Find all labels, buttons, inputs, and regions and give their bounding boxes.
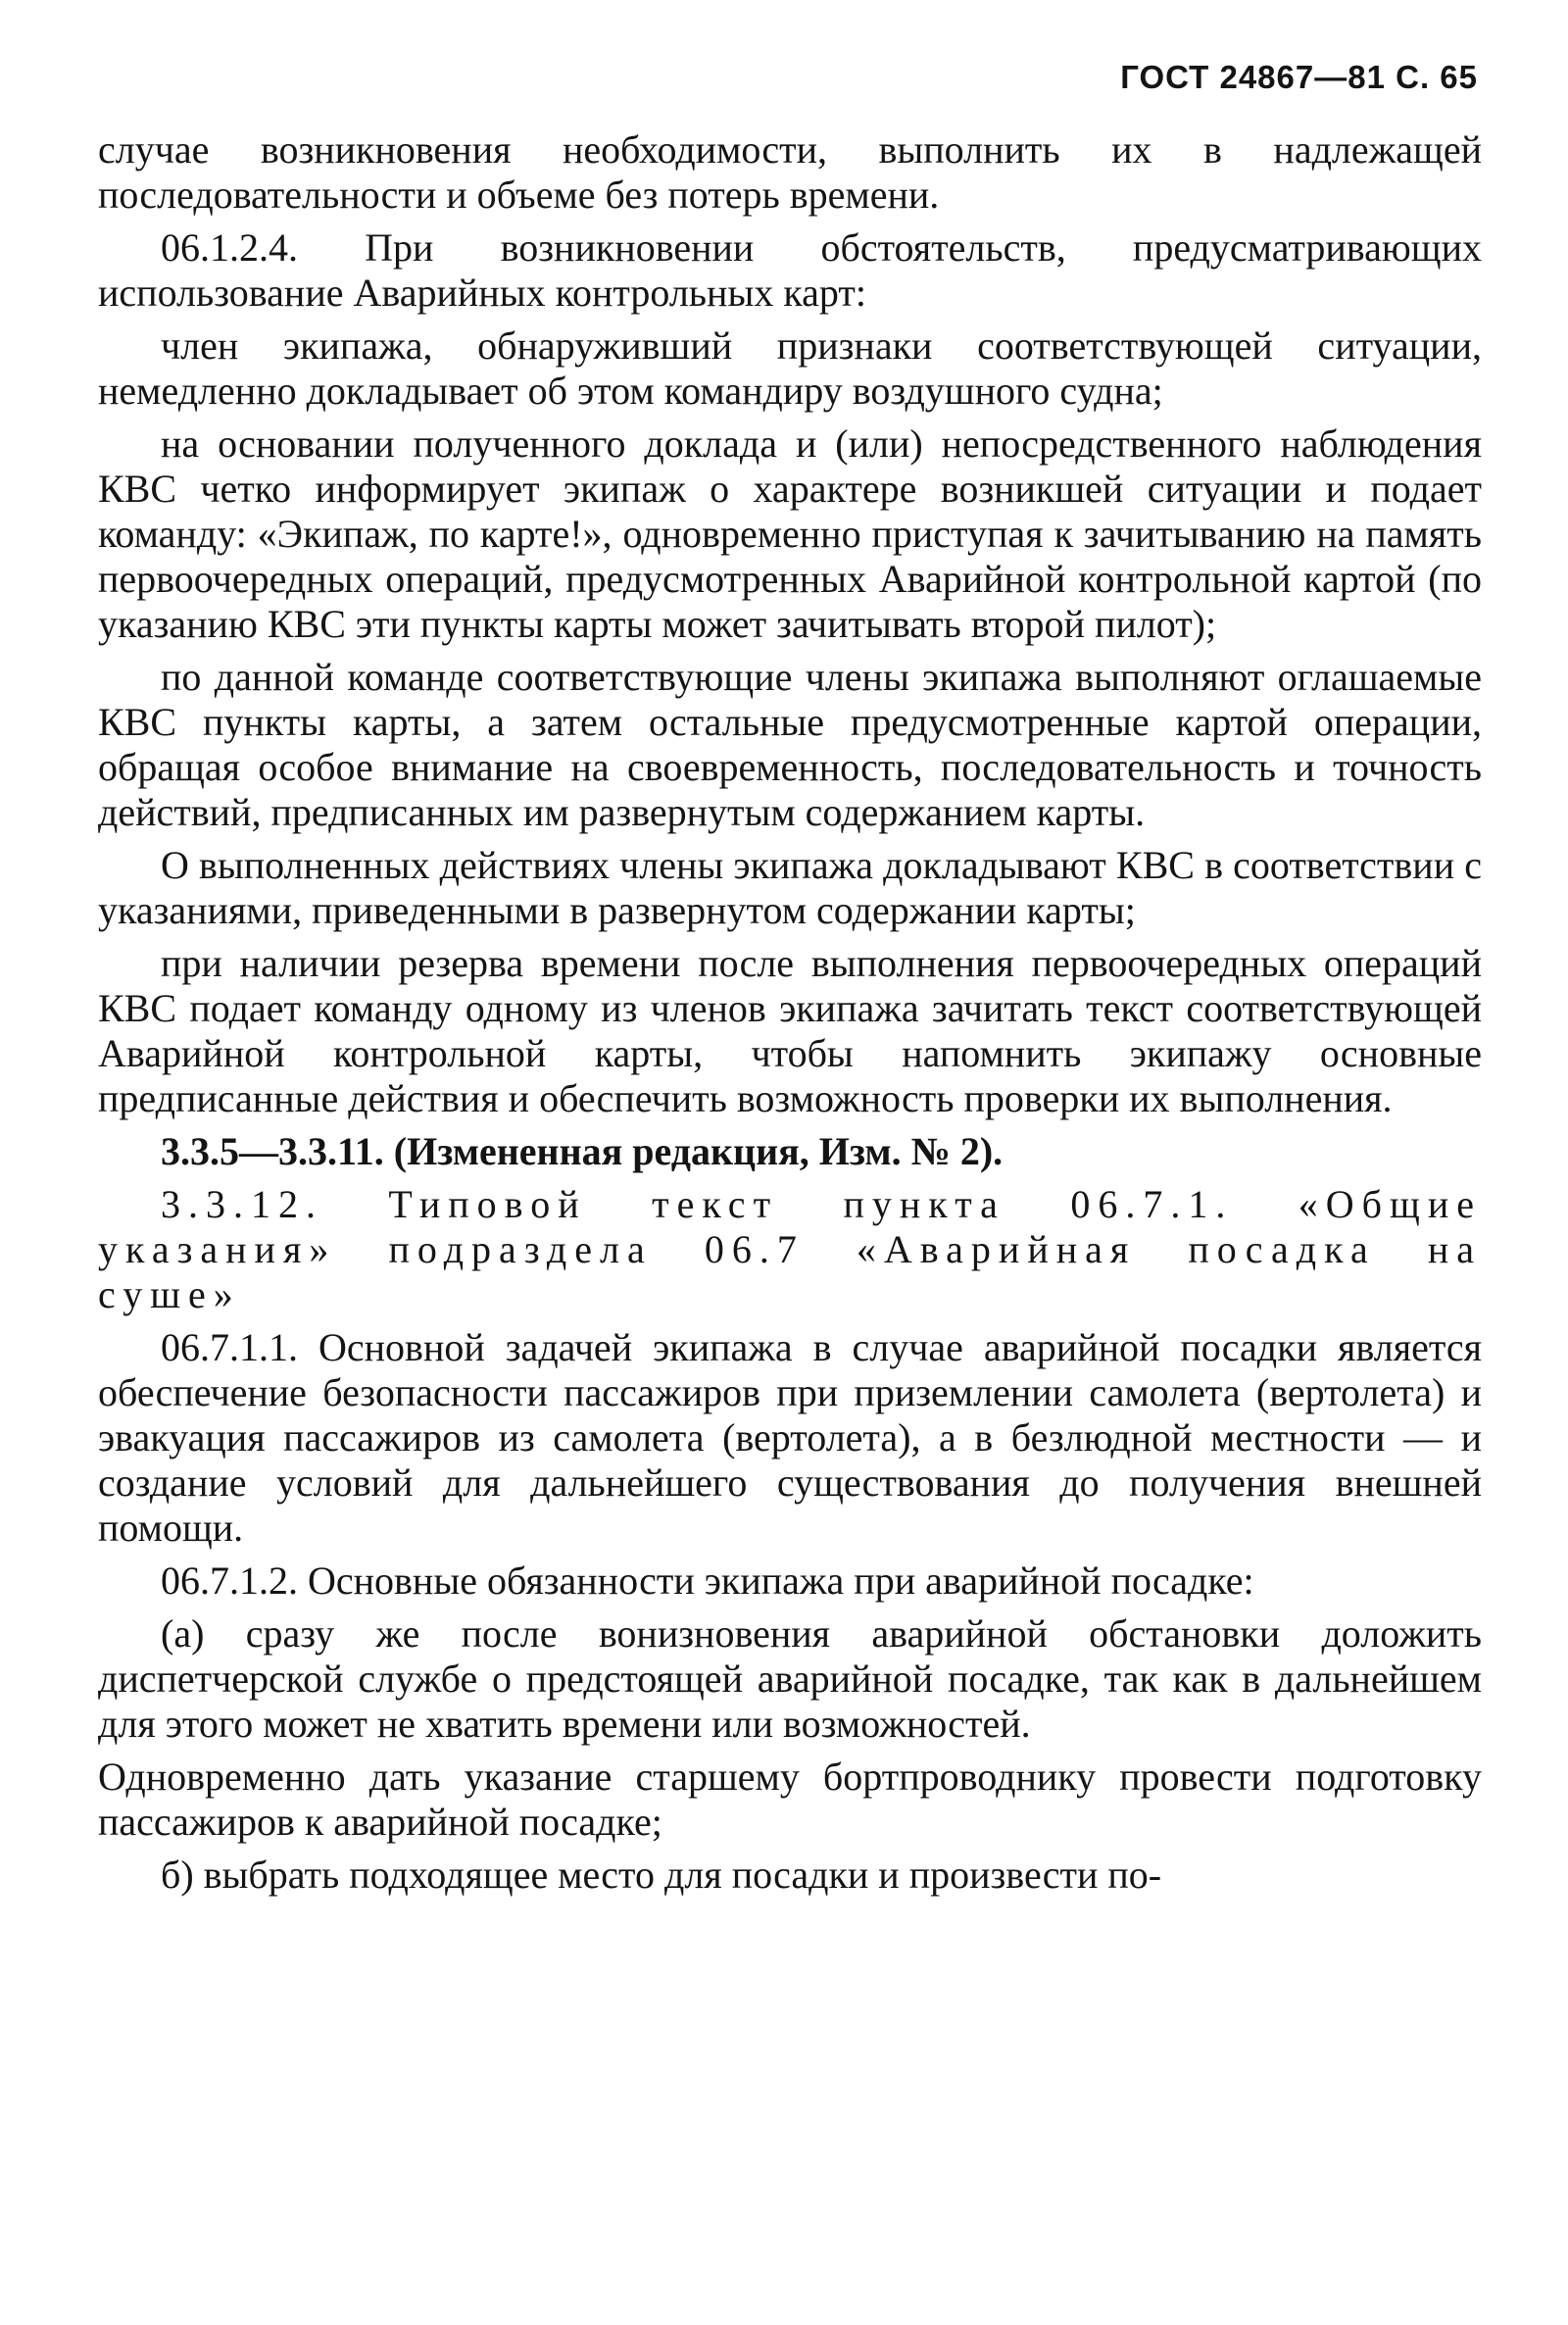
paragraph-06-7-1-2: 06.7.1.2. Основные обязанности экипажа при аварийной посадке: — [161, 1558, 1254, 1603]
paragraph-flight-attendant: Одновременно дать указание старшему бортпроводнику провести подготовку пассажиров к аварийной посадке; — [98, 1755, 1482, 1844]
paragraph-amendment-note: 3.3.5—3.3.11. (Измененная редакция, Изм. № 2). — [161, 1129, 1004, 1173]
paragraph-item-a: (а) сразу же после вонизновения аварийной обстановки доложить диспетчерской службе о предстоящей аварийной посадке, так как в дальнейшем для этого может не хватить времени или возможностей. — [98, 1611, 1482, 1746]
paragraph-crew-execute: по данной команде соответствующие члены экипажа выполняют оглашаемые КВС пункты карты, а затем остальные предусмотренные картой операции, обращая особое внимание на своевременность, последовательность и точность действий, предписанных им развернутым содержанием карты. — [98, 655, 1482, 834]
paragraph-commander-command: на основании полученного доклада и (или) непосредственного наблюдения КВС четко информирует экипаж о характере возникшей ситуации и подает команду: «Экипаж, по карте!», одновременно приступая к зачитыванию на память первоочередных операций, предусмотренных Аварийной контрольной картой (по указанию КВС эти пункты карты может зачитывать второй пилот); — [98, 421, 1482, 646]
paragraph-06-7-1-1: 06.7.1.1. Основной задачей экипажа в случае аварийной посадки является обеспечение безопасности пассажиров при приземлении самолета (вертолета) и эвакуация пассажиров из самолета (вертолета), а в безлюдной местности — и создание условий для дальнейшего существования до получения внешней помощи. — [98, 1325, 1482, 1550]
paragraph-time-reserve: при наличии резерва времени после выполнения первоочередных операций КВС подает команду одному из членов экипажа зачитать текст соответствующей Аварийной контрольной карты, чтобы напомнить экипажу основные предписанные действия и обеспечить возможность проверки их выполнения. — [98, 941, 1482, 1120]
document-page — [98, 59, 1482, 1905]
paragraph-continuation: случае возникновения необходимости, выполнить их в надлежащей последовательности и объеме без потерь времени. — [98, 127, 1482, 217]
paragraph-06-1-2-4: 06.1.2.4. При возникновении обстоятельств, предусматривающих использование Аварийных контрольных карт: — [98, 225, 1482, 315]
paragraph-3-3-12-heading: 3.3.12. Типовой текст пункта 06.7.1. «Общие указания» подраздела 06.7 «Аварийная посадка на суше» — [98, 1182, 1482, 1316]
paragraph-crew-member: член экипажа, обнаруживший признаки соответствующей ситуации, немедленно докладывает об этом командиру воздушного судна; — [98, 323, 1482, 413]
paragraph-item-b: б) выбрать подходящее место для посадки и произвести по- — [161, 1853, 1162, 1897]
page-header: ГОСТ 24867—81 С. 65 — [1120, 59, 1478, 95]
paragraph-crew-report: О выполненных действиях члены экипажа докладывают КВС в соответствии с указаниями, приведенными в развернутом содержании карты; — [98, 843, 1482, 932]
